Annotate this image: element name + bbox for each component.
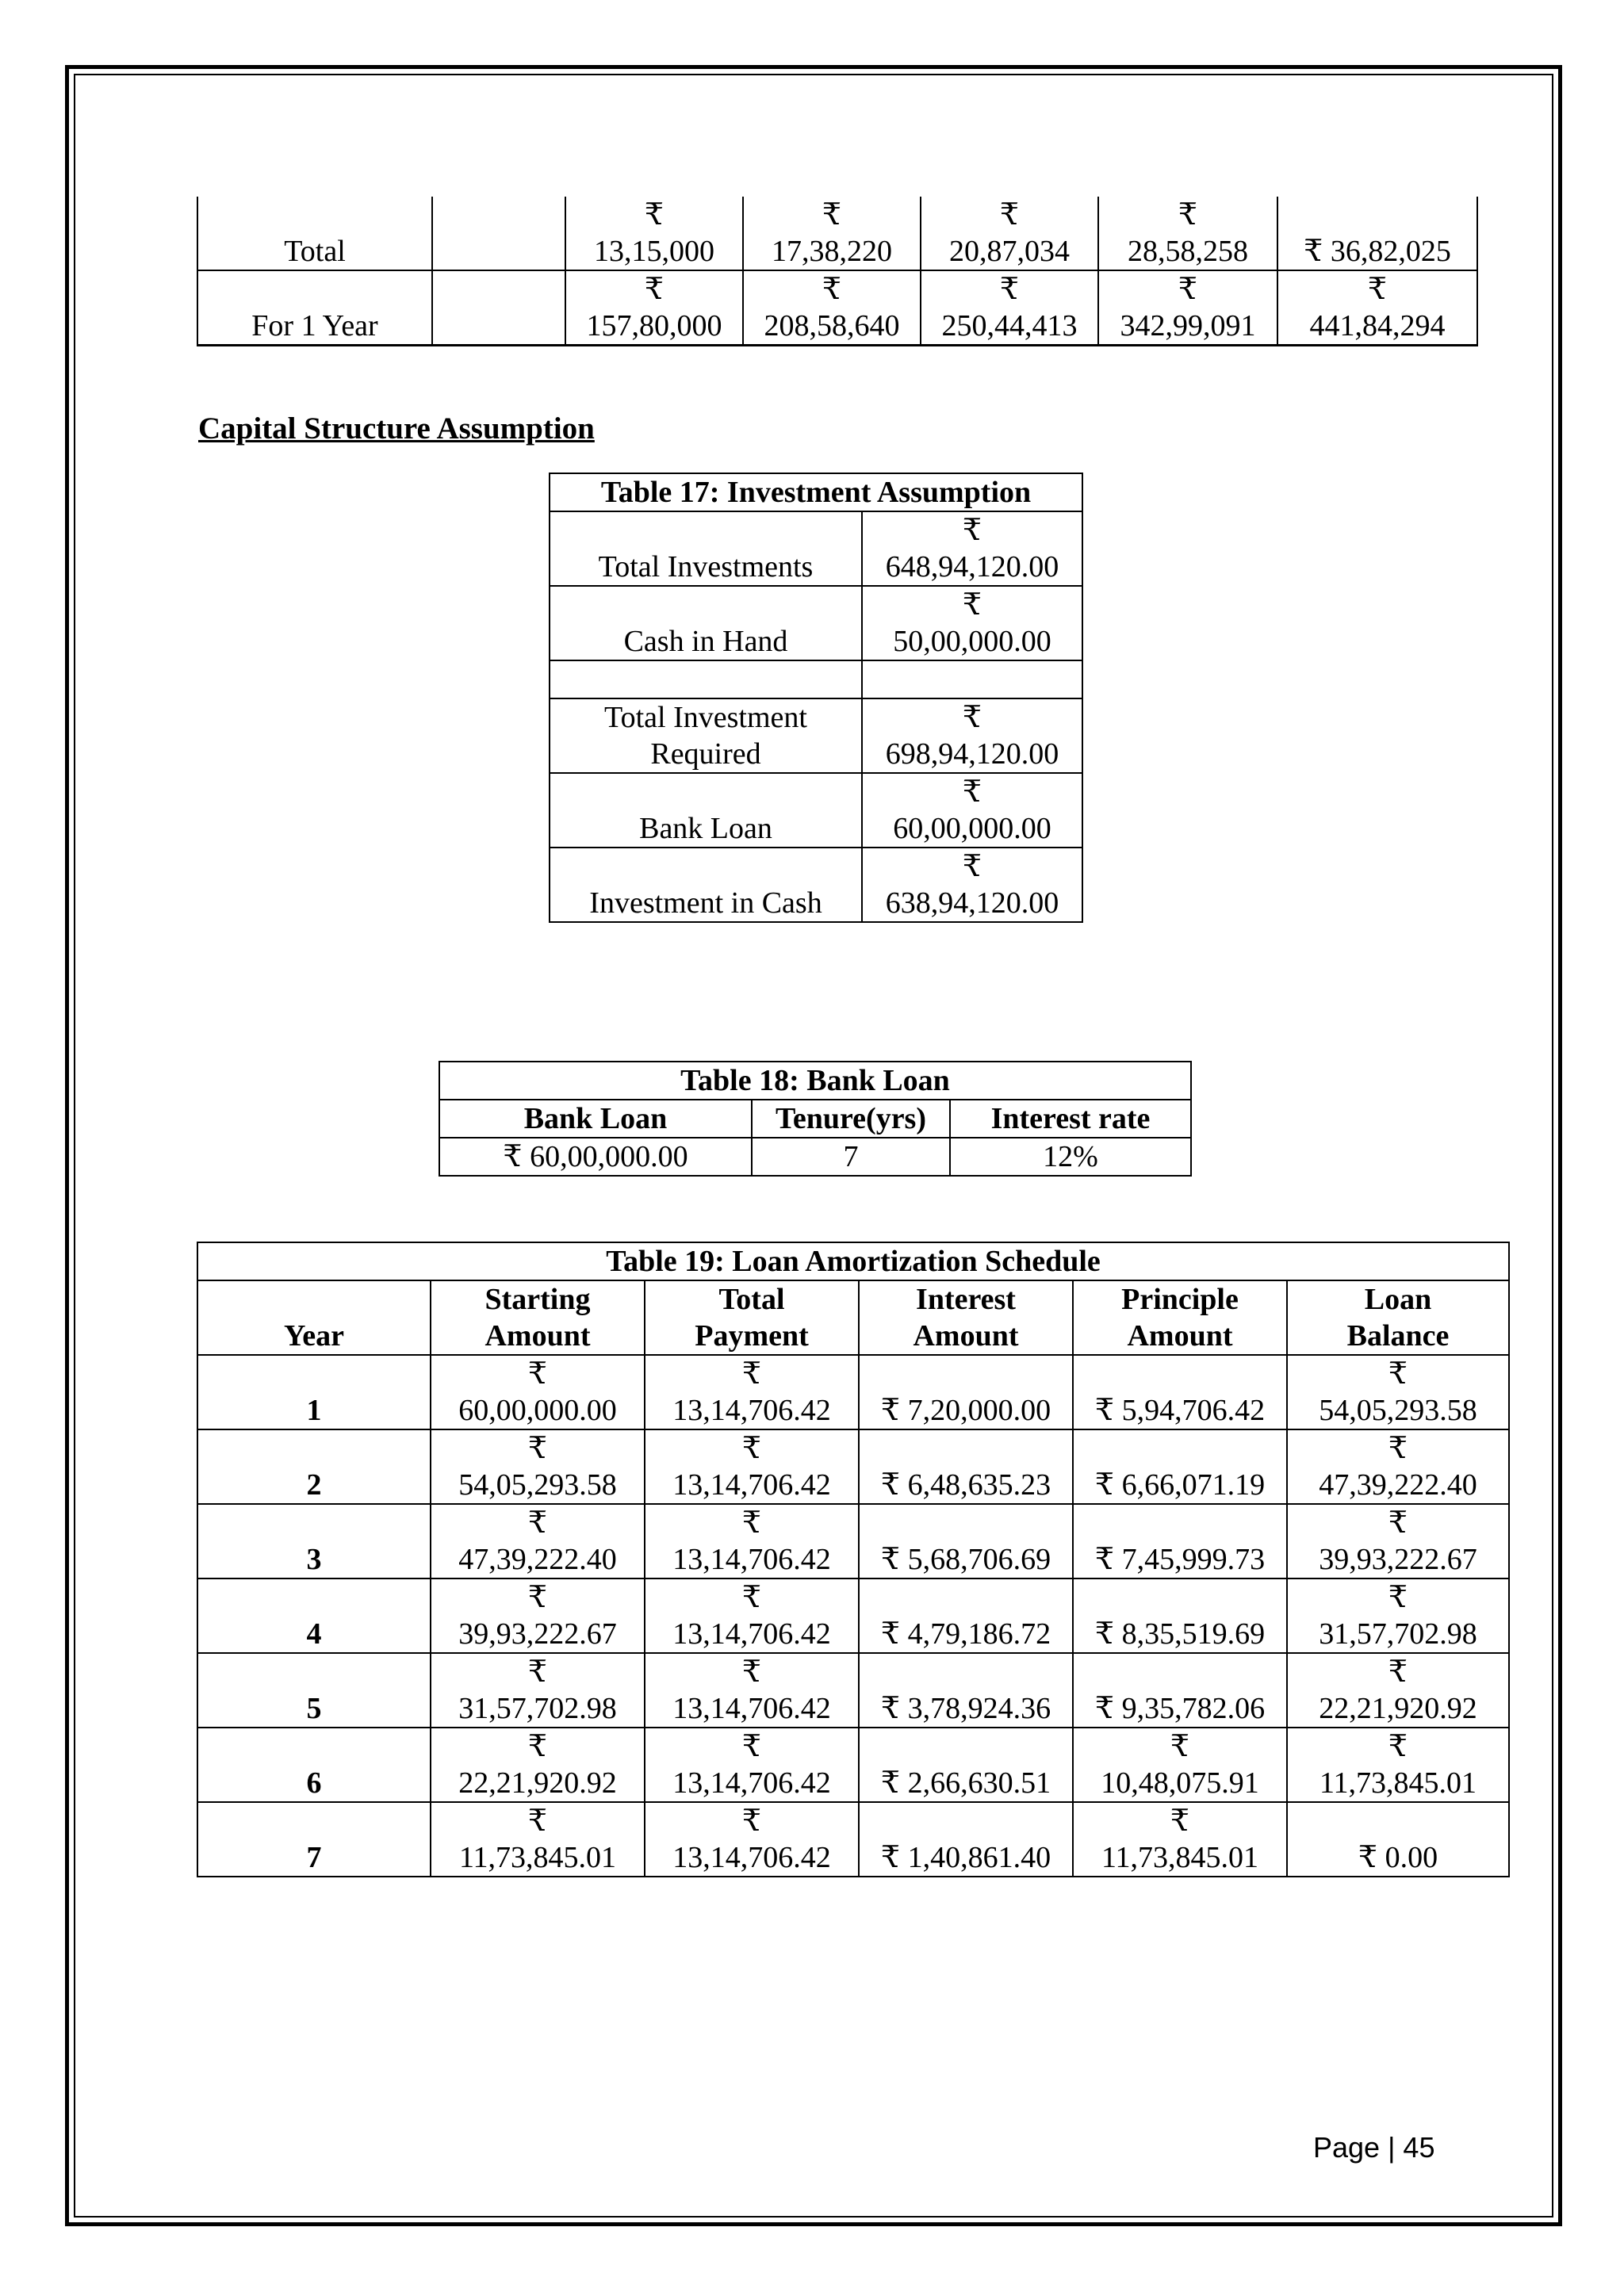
page-number: Page | 45	[1313, 2131, 1435, 2164]
column-header	[431, 1280, 645, 1355]
column-header: Bank Loan	[439, 1100, 752, 1138]
value-cell	[1287, 1728, 1509, 1802]
cell-line-2: 13,14,706.42	[672, 1692, 831, 1725]
row-label	[550, 660, 862, 698]
cell-line-1: Interest	[916, 1283, 1016, 1316]
cell-line-1: ₹	[999, 198, 1020, 232]
cell-line-2: 13,14,706.42	[672, 1617, 831, 1651]
table-row	[197, 1578, 1509, 1653]
cell-line-1: ₹	[741, 1730, 762, 1763]
cell-line-1: ₹	[741, 1506, 762, 1540]
cell-line-2: 28,58,258	[1128, 235, 1248, 268]
cell-line-1: ₹	[1367, 273, 1388, 306]
cell-line-2: ₹ 4,79,186.72	[880, 1617, 1051, 1651]
row-value	[862, 511, 1082, 586]
cell-line-1: ₹	[1178, 273, 1198, 306]
value-cell	[431, 1429, 645, 1504]
cell-line-2: ₹ 8,35,519.69	[1094, 1617, 1266, 1651]
cell-line-1: ₹	[527, 1357, 548, 1391]
column-header	[859, 1280, 1073, 1355]
cell-line-1	[864, 1654, 1067, 1690]
column-header: Tenure(yrs)	[752, 1100, 950, 1138]
cell-line-2: 11,73,845.01	[458, 1841, 617, 1874]
value-cell	[1073, 1578, 1287, 1653]
value-cell	[1287, 1429, 1509, 1504]
cell-line-2: 698,94,120.00	[885, 737, 1059, 771]
value-cell	[645, 1355, 859, 1429]
value-cell	[859, 1429, 1073, 1504]
value-cell	[1073, 1802, 1287, 1877]
year-cell: 1	[197, 1355, 431, 1429]
table-row	[550, 511, 1082, 586]
cell-line-1	[864, 1430, 1067, 1467]
cell-line-1: ₹	[1388, 1432, 1408, 1465]
value-cell	[921, 270, 1098, 346]
table-row	[550, 848, 1082, 922]
cell-line-1	[203, 1281, 425, 1318]
cell-line-1: ₹	[527, 1432, 548, 1465]
cell-line-2: Amount	[1127, 1319, 1233, 1353]
cell-line-1: ₹	[1388, 1506, 1408, 1540]
cell-line-2: ₹ 6,66,071.19	[1094, 1468, 1266, 1502]
cell-line-1: ₹	[644, 273, 665, 306]
cell-line-2: 250,44,413	[941, 309, 1078, 342]
cell-line-2: Required	[650, 737, 761, 771]
cell-line-1: ₹	[741, 1655, 762, 1689]
cell-line-2: 47,39,222.40	[458, 1543, 617, 1576]
cell-line-1	[864, 1579, 1067, 1616]
value-cell: 12%	[950, 1138, 1191, 1176]
table-row	[550, 660, 1082, 698]
table-row	[550, 586, 1082, 660]
value-cell	[859, 1578, 1073, 1653]
year-cell: 7	[197, 1802, 431, 1877]
year-cell: 4	[197, 1578, 431, 1653]
value-cell	[431, 1802, 645, 1877]
table-title: Table 17: Investment Assumption	[550, 473, 1082, 511]
cell-line-2: 157,80,000	[586, 309, 722, 342]
row-value	[862, 698, 1082, 773]
value-cell	[1287, 1504, 1509, 1578]
table-row	[550, 698, 1082, 773]
row-label	[550, 586, 862, 660]
year-cell: 2	[197, 1429, 431, 1504]
table-title: Table 18: Bank Loan	[439, 1062, 1191, 1100]
bank-loan-table	[439, 1061, 1192, 1177]
value-cell	[1287, 1802, 1509, 1877]
header-row	[197, 1280, 1509, 1355]
cell-line-1	[864, 1803, 1067, 1839]
cell-line-2: ₹ 5,68,706.69	[880, 1543, 1051, 1576]
cell-line-1: ₹	[1388, 1357, 1408, 1391]
value-cell	[1098, 197, 1277, 270]
value-cell: ₹ 60,00,000.00	[439, 1138, 752, 1176]
cell-line-1: Loan	[1364, 1283, 1432, 1316]
cell-line-2: 50,00,000.00	[893, 625, 1051, 658]
cell-line-1: ₹	[741, 1357, 762, 1391]
cell-line-1	[1078, 1505, 1281, 1541]
cell-line-1: ₹	[527, 1655, 548, 1689]
cell-line-2: ₹ 36,82,025	[1304, 235, 1451, 268]
cell-line-2: ₹ 7,45,999.73	[1094, 1543, 1266, 1576]
cell-line-2: 10,48,075.91	[1101, 1766, 1259, 1800]
cell-line-2: 342,99,091	[1120, 309, 1256, 342]
value-cell	[565, 270, 743, 346]
row-label: Total	[197, 197, 432, 270]
value-cell	[859, 1504, 1073, 1578]
cell-line-2: Year	[284, 1319, 344, 1353]
row-label	[550, 698, 862, 773]
value-cell	[1073, 1728, 1287, 1802]
table-row	[550, 773, 1082, 848]
table-row	[197, 1653, 1509, 1728]
cell-line-2: Investment in Cash	[589, 886, 822, 920]
value-cell	[431, 1504, 645, 1578]
table-row	[197, 1429, 1509, 1504]
row-value	[862, 660, 1082, 698]
cell-line-2: ₹ 5,94,706.42	[1094, 1394, 1266, 1427]
value-cell	[743, 197, 921, 270]
blank-cell	[432, 197, 565, 270]
cell-line-1	[555, 848, 856, 885]
cell-line-2: ₹ 6,48,635.23	[880, 1468, 1051, 1502]
value-cell	[1073, 1653, 1287, 1728]
cell-line-1: ₹	[822, 273, 842, 306]
column-header	[1287, 1280, 1509, 1355]
cell-line-2: Balance	[1346, 1319, 1450, 1353]
cell-line-1: Principle	[1121, 1283, 1239, 1316]
value-cell	[1073, 1504, 1287, 1578]
cell-line-2: 13,14,706.42	[672, 1468, 831, 1502]
cell-line-1	[1078, 1430, 1281, 1467]
cell-line-2: Total Investments	[598, 550, 814, 584]
cell-line-2: 22,21,920.92	[458, 1766, 617, 1800]
value-cell	[645, 1504, 859, 1578]
table-title: Table 19: Loan Amortization Schedule	[197, 1242, 1509, 1280]
revenue-summary-table	[197, 197, 1478, 346]
cell-line-2: ₹ 7,20,000.00	[880, 1394, 1051, 1427]
cell-line-2: 11,73,845.01	[1101, 1841, 1259, 1874]
year-cell: 3	[197, 1504, 431, 1578]
value-cell	[859, 1653, 1073, 1728]
table-row	[197, 1802, 1509, 1877]
value-cell	[431, 1355, 645, 1429]
cell-line-2: 13,14,706.42	[672, 1543, 831, 1576]
cell-line-1: ₹	[1178, 198, 1198, 232]
table-row	[197, 197, 1477, 270]
column-header	[197, 1280, 431, 1355]
value-cell	[1277, 270, 1477, 346]
value-cell	[1073, 1429, 1287, 1504]
cell-line-2: 60,00,000.00	[893, 812, 1051, 845]
cell-line-2: 638,94,120.00	[885, 886, 1059, 920]
value-cell	[565, 197, 743, 270]
cell-line-1: ₹	[1388, 1581, 1408, 1614]
cell-line-2: 13,15,000	[594, 235, 714, 268]
cell-line-1: ₹	[962, 588, 982, 622]
cell-line-1: ₹	[644, 198, 665, 232]
cell-line-1: ₹	[999, 273, 1020, 306]
cell-line-1	[555, 774, 856, 810]
column-header: Interest rate	[950, 1100, 1191, 1138]
table-row	[197, 1728, 1509, 1802]
cell-line-1	[1078, 1579, 1281, 1616]
value-cell	[645, 1728, 859, 1802]
cell-line-2: ₹ 0.00	[1358, 1841, 1438, 1874]
row-value	[862, 586, 1082, 660]
cell-line-1	[1078, 1654, 1281, 1690]
value-cell: 7	[752, 1138, 950, 1176]
cell-line-2: 39,93,222.67	[1319, 1543, 1477, 1576]
header-row	[439, 1100, 1191, 1138]
cell-line-2: 39,93,222.67	[458, 1617, 617, 1651]
value-cell	[1073, 1355, 1287, 1429]
loan-amortization-table	[197, 1242, 1510, 1877]
cell-line-2: 20,87,034	[949, 235, 1070, 268]
cell-line-1: ₹	[1170, 1804, 1190, 1838]
cell-line-1: ₹	[962, 514, 982, 547]
cell-line-1	[555, 512, 856, 549]
cell-line-2: 17,38,220	[772, 235, 892, 268]
cell-line-2: ₹ 2,66,630.51	[880, 1766, 1051, 1800]
cell-line-2: 22,21,920.92	[1319, 1692, 1477, 1725]
table-row	[197, 270, 1477, 346]
cell-line-2: 47,39,222.40	[1319, 1468, 1477, 1502]
cell-line-1: ₹	[822, 198, 842, 232]
blank-cell	[432, 270, 565, 346]
cell-line-1: ₹	[962, 701, 982, 734]
value-cell	[645, 1578, 859, 1653]
value-cell	[1098, 270, 1277, 346]
cell-line-1	[864, 1356, 1067, 1392]
value-cell	[743, 270, 921, 346]
cell-line-2: 648,94,120.00	[885, 550, 1059, 584]
cell-line-1	[1078, 1356, 1281, 1392]
row-label	[550, 848, 862, 922]
value-cell	[921, 197, 1098, 270]
cell-line-1	[864, 1505, 1067, 1541]
cell-line-2: Bank Loan	[639, 812, 772, 845]
cell-line-1: ₹	[527, 1730, 548, 1763]
cell-line-1: ₹	[962, 775, 982, 809]
cell-line-1: Total	[718, 1283, 785, 1316]
cell-line-2: Payment	[695, 1319, 809, 1353]
cell-line-1: ₹	[527, 1581, 548, 1614]
value-cell	[431, 1578, 645, 1653]
cell-line-1	[1283, 197, 1472, 233]
value-cell	[859, 1355, 1073, 1429]
cell-line-2: Cash in Hand	[623, 625, 788, 658]
cell-line-2: Amount	[913, 1319, 1019, 1353]
cell-line-2: 54,05,293.58	[458, 1468, 617, 1502]
column-header	[1073, 1280, 1287, 1355]
cell-line-1: ₹	[1388, 1655, 1408, 1689]
cell-line-1: ₹	[962, 850, 982, 883]
row-value	[862, 773, 1082, 848]
value-cell	[645, 1653, 859, 1728]
cell-line-2: 13,14,706.42	[672, 1841, 831, 1874]
value-cell	[1277, 197, 1477, 270]
value-cell	[645, 1429, 859, 1504]
table-row	[197, 1355, 1509, 1429]
cell-line-2: ₹ 9,35,782.06	[1094, 1692, 1266, 1725]
cell-line-1: Starting	[485, 1283, 591, 1316]
investment-assumption-table	[549, 473, 1083, 923]
table-row	[197, 1504, 1509, 1578]
table-row	[439, 1138, 1191, 1176]
cell-line-2: 441,84,294	[1309, 309, 1446, 342]
cell-line-1: ₹	[741, 1804, 762, 1838]
row-label: For 1 Year	[197, 270, 432, 346]
cell-line-2: 31,57,702.98	[1319, 1617, 1477, 1651]
value-cell	[1287, 1578, 1509, 1653]
cell-line-2: 60,00,000.00	[458, 1394, 617, 1427]
value-cell	[431, 1728, 645, 1802]
cell-line-1	[864, 1728, 1067, 1765]
cell-line-2: 208,58,640	[764, 309, 900, 342]
cell-line-1: ₹	[527, 1804, 548, 1838]
cell-line-1	[1293, 1803, 1503, 1839]
cell-line-1: ₹	[1170, 1730, 1190, 1763]
cell-line-1: ₹	[527, 1506, 548, 1540]
cell-line-2: Amount	[485, 1319, 591, 1353]
value-cell	[1287, 1355, 1509, 1429]
cell-line-2: 11,73,845.01	[1319, 1766, 1477, 1800]
year-cell: 6	[197, 1728, 431, 1802]
cell-line-1	[555, 587, 856, 623]
value-cell	[431, 1653, 645, 1728]
value-cell	[1287, 1653, 1509, 1728]
row-value	[862, 848, 1082, 922]
section-title: Capital Structure Assumption	[198, 411, 595, 446]
cell-line-2: 13,14,706.42	[672, 1394, 831, 1427]
cell-line-1: Total Investment	[604, 701, 807, 734]
cell-line-2: ₹ 3,78,924.36	[880, 1692, 1051, 1725]
cell-line-2: 13,14,706.42	[672, 1766, 831, 1800]
row-label	[550, 511, 862, 586]
row-label	[550, 773, 862, 848]
cell-line-2: ₹ 1,40,861.40	[880, 1841, 1051, 1874]
cell-line-1: ₹	[1388, 1730, 1408, 1763]
column-header	[645, 1280, 859, 1355]
cell-line-2: 54,05,293.58	[1319, 1394, 1477, 1427]
cell-line-1: ₹	[741, 1432, 762, 1465]
value-cell	[859, 1728, 1073, 1802]
value-cell	[859, 1802, 1073, 1877]
cell-line-2: 31,57,702.98	[458, 1692, 617, 1725]
cell-line-1: ₹	[741, 1581, 762, 1614]
value-cell	[645, 1802, 859, 1877]
year-cell: 5	[197, 1653, 431, 1728]
